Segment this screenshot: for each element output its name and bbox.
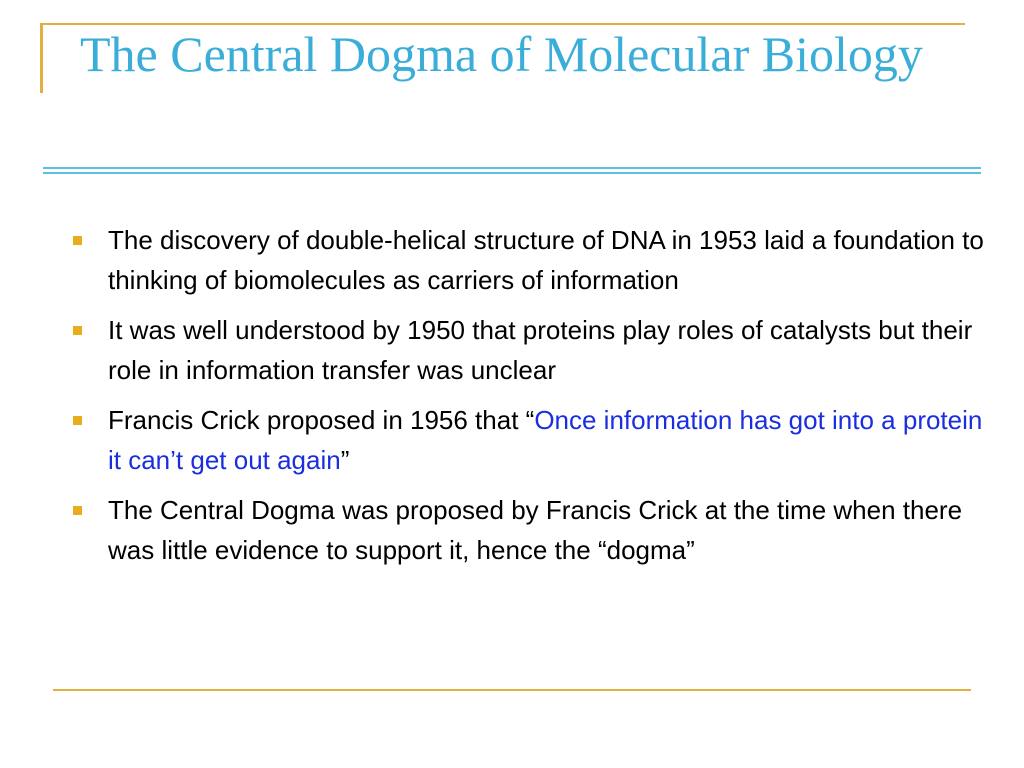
title-frame-left-line [40, 23, 43, 93]
bullet-item-2 [70, 310, 990, 390]
bullet-text: The Central Dogma was proposed by Francis Crick at the time when there was little evidence to support it, hence the “dogma” [108, 495, 963, 565]
crick-quote: Once information has got into a protein it can’t get out again [108, 405, 983, 475]
footer-line [53, 689, 971, 691]
square-bullet-icon [73, 326, 82, 335]
bullet-text: The discovery of double-helical structure of DNA in 1953 laid a foundation to thinking of biomolecules as carriers of information [108, 225, 984, 295]
bullet-item-1 [70, 220, 990, 300]
bullet-text-prefix: Francis Crick proposed in 1956 that “ [108, 405, 535, 435]
bullet-list [70, 220, 990, 580]
bullet-item-4 [70, 490, 990, 570]
square-bullet-icon [73, 506, 82, 515]
slide-title: The Central Dogma of Molecular Biology [80, 26, 923, 82]
bullet-text: It was well understood by 1950 that proteins play roles of catalysts but their role in information transfer was unclear [108, 315, 973, 385]
square-bullet-icon [73, 236, 82, 245]
square-bullet-icon [73, 416, 82, 425]
title-underline-1 [43, 167, 981, 169]
bullet-text-suffix: ” [340, 445, 350, 475]
bullet-item-3 [70, 400, 990, 480]
title-underline-2 [43, 172, 981, 174]
